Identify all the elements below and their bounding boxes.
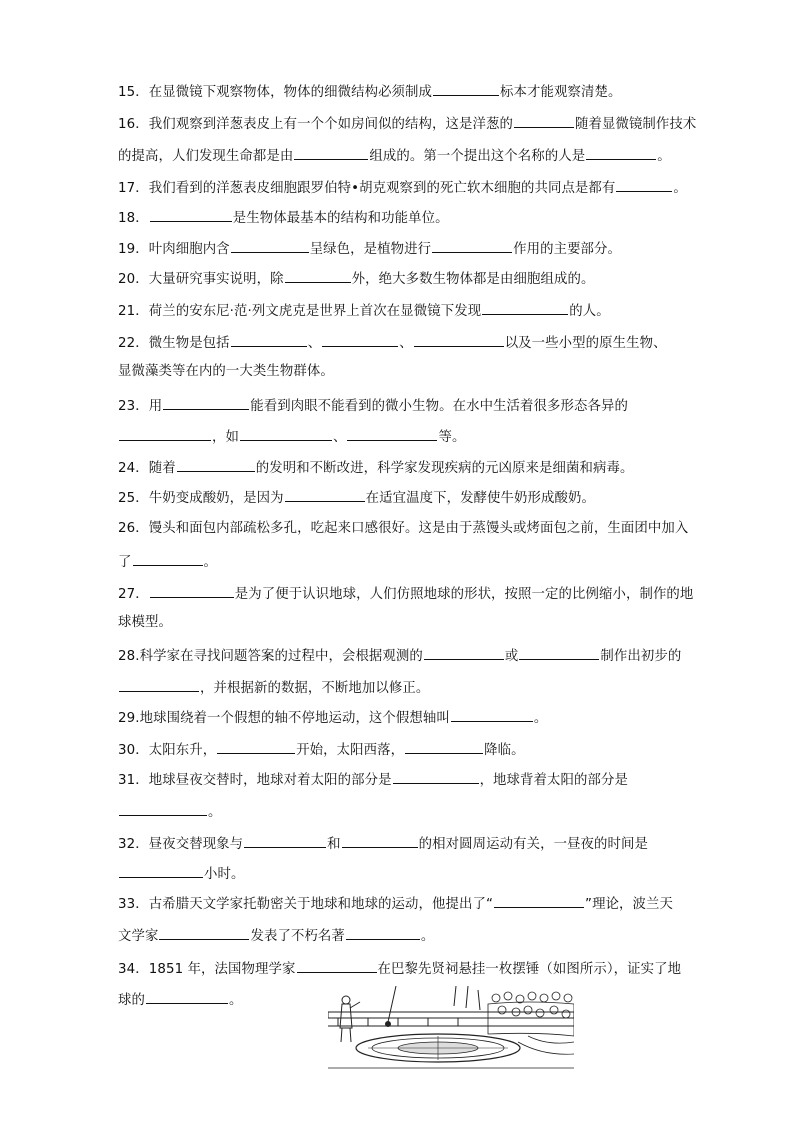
answer-blank[interactable] [240,426,332,441]
question-text: 25．牛奶变成酸奶，是因为 [118,491,284,506]
answer-blank[interactable] [231,332,307,347]
question-text: 的发明和不断改进，科学家发现疾病的元凶原来是细菌和病毒。 [255,461,634,476]
answer-blank[interactable] [285,268,351,283]
question-text: 了 [118,555,132,570]
question-line [118,551,714,573]
question-line [118,677,714,699]
answer-blank[interactable] [133,551,203,566]
question-text: 。 [533,711,548,726]
question-text: 、 [307,336,322,351]
question-line [118,519,714,539]
question-text: 。 [657,149,671,164]
answer-blank[interactable] [285,487,365,502]
question-text: 是为了便于认识地球，人们仿照地球的形状，按照一定的比例缩小，制作的地 [234,587,694,602]
question-text: 是生物体最基本的结构和功能单位。 [232,211,449,226]
question-line [118,268,714,290]
answer-blank[interactable] [177,457,255,472]
question-text: 随着显微镜制作技术 [574,117,697,132]
answer-blank[interactable] [405,739,483,754]
question-text: 的提高，人们发现生命都是由 [118,149,294,164]
answer-blank[interactable] [244,833,326,848]
question-line [118,177,714,199]
question-text: 27． [118,587,149,602]
question-text: 发表了不朽名著 [250,929,345,944]
answer-blank[interactable] [119,426,211,441]
question-text: 。 [208,805,222,820]
question-text: 15．在显微镜下观察物体，物体的细微结构必须制成 [118,85,433,100]
question-text: 17．我们看到的洋葱表皮细胞跟罗伯特•胡克观察到的死亡软木细胞的共同点是都有 [118,181,616,196]
question-line [118,613,714,633]
question-text: 的人。 [569,304,610,319]
answer-blank[interactable] [217,739,295,754]
question-line [118,457,714,479]
question-text: 组成的。第一个提出这个名称的人是 [369,149,586,164]
question-text: 23．用 [118,399,163,414]
question-text: 、 [332,430,347,445]
question-text: 显微藻类等在内的一大类生物群体。 [118,364,334,379]
question-line [118,487,714,509]
answer-blank[interactable] [482,300,568,315]
question-text: ”理论，波兰天 [585,897,674,912]
question-text: 。 [228,993,243,1008]
answer-blank[interactable] [163,395,249,410]
question-text: 16．我们观察到洋葱表皮上有一个个如房间似的结构，这是洋葱的 [118,117,513,132]
question-text: 球模型。 [118,615,172,630]
question-line [118,395,714,417]
answer-blank[interactable] [322,332,398,347]
question-line [118,207,714,229]
question-text: 32．昼夜交替现象与 [118,837,244,852]
answer-blank[interactable] [586,145,656,160]
answer-blank[interactable] [159,925,249,940]
question-text: 33．古希腊天文学家托勒密关于地球和地球的运动，他提出了“ [118,897,494,912]
question-text: 外，绝大多数生物体都是由细胞组成的。 [351,272,595,287]
question-text: 19．叶肉细胞内含 [118,242,230,257]
answer-blank[interactable] [432,238,512,253]
question-line [118,925,714,947]
question-line [118,958,714,980]
question-text: ，如 [212,430,239,445]
answer-blank[interactable] [424,645,504,660]
answer-blank[interactable] [146,989,228,1004]
question-text: 在巴黎先贤祠悬挂一枚摆锤（如图所示），证实了地 [377,962,682,977]
answer-blank[interactable] [433,81,499,96]
question-line [118,362,714,382]
question-line [118,863,714,885]
question-text: 。 [420,929,435,944]
question-text: ，地球背着太阳的部分是 [479,773,628,788]
question-text: 降临。 [484,743,525,758]
question-line [118,426,714,448]
answer-blank[interactable] [514,113,574,128]
answer-blank[interactable] [393,769,479,784]
question-line [118,769,714,791]
question-text: 20．大量研究事实说明，除 [118,272,284,287]
question-line [118,739,714,761]
question-text: 29.地球围绕着一个假想的轴不停地运动，这个假想轴叫 [118,711,450,726]
question-text: 24．随着 [118,461,176,476]
question-text: 标本才能观察清楚。 [500,85,622,100]
question-text: 在适宜温度下，发酵使牛奶形成酸奶。 [365,491,595,506]
answer-blank[interactable] [150,207,232,222]
question-text: 能看到肉眼不能看到的微小生物。在水中生活着很多形态各异的 [250,399,628,414]
question-text: 22．微生物是包括 [118,336,230,351]
answer-blank[interactable] [414,332,504,347]
question-text: 作用的主要部分。 [513,242,622,257]
question-text: 28.科学家在寻找问题答案的过程中，会根据观测的 [118,649,423,664]
foucault-pendulum-figure [328,986,574,1076]
question-line [118,300,714,322]
answer-blank[interactable] [451,707,533,722]
question-text: ，并根据新的数据，不断地加以修正。 [200,681,430,696]
question-text: 或 [504,649,519,664]
question-line [118,707,714,729]
question-line [118,238,714,260]
question-text: 21．荷兰的安东尼·范·列文虎克是世界上首次在显微镜下发现 [118,304,482,319]
question-line [118,645,714,667]
answer-blank[interactable] [119,863,203,878]
question-line [118,332,714,354]
answer-blank[interactable] [119,801,207,816]
answer-blank[interactable] [347,426,437,441]
question-text: 呈绿色，是植物进行 [309,242,432,257]
question-text: 31．地球昼夜交替时，地球对着太阳的部分是 [118,773,392,788]
question-line [118,81,714,103]
answer-blank[interactable] [119,677,199,692]
question-line [118,801,714,823]
question-text: 18． [118,211,149,226]
question-text: 。 [673,181,687,196]
answer-blank[interactable] [294,145,368,160]
question-text: 开始，太阳西落， [296,743,405,758]
question-line [118,583,714,605]
question-line [118,113,714,135]
answer-blank[interactable] [342,833,418,848]
question-line [118,833,714,855]
question-text: 小时。 [204,867,245,882]
question-text: 34．1851 年，法国物理学家 [118,962,296,977]
answer-blank[interactable] [346,925,420,940]
answer-blank[interactable] [519,645,599,660]
question-text: 以及一些小型的原生生物、 [504,336,667,351]
answer-blank[interactable] [494,893,584,908]
question-text: 球的 [118,993,145,1008]
question-line [118,893,714,915]
question-text: 和 [327,837,341,852]
answer-blank[interactable] [231,238,309,253]
question-text: 的相对圆周运动有关，一昼夜的时间是 [418,837,649,852]
question-text: 26．馒头和面包内部疏松多孔，吃起来口感很好。这是由于蒸馒头或烤面包之前，生面团中加入 [118,521,689,536]
question-line [118,145,714,167]
answer-blank[interactable] [297,958,377,973]
question-text: 30．太阳东升， [118,743,217,758]
question-text: 、 [399,336,413,351]
question-text: 文学家 [118,929,159,944]
question-text: 制作出初步的 [600,649,682,664]
question-text: 等。 [438,430,466,445]
answer-blank[interactable] [616,177,672,192]
answer-blank[interactable] [150,583,234,598]
question-text: 。 [203,555,217,570]
